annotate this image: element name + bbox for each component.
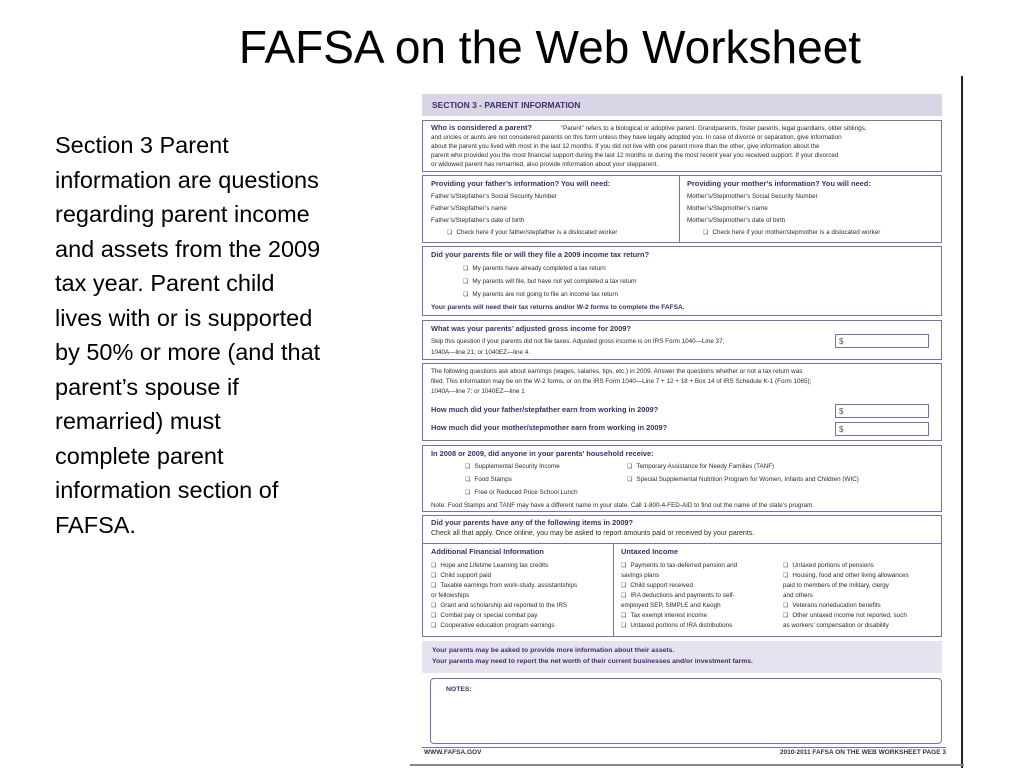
body-line: information are questions — [55, 166, 319, 193]
untaxed-item-checkbox[interactable]: ❏ Housing, food and other living allowances — [783, 571, 909, 581]
agi-title: What was your parents’ adjusted gross income for 2009? — [431, 324, 632, 333]
tax-option-checkbox[interactable]: ❏ My parents have already completed a tax return — [463, 264, 606, 274]
tax-return-title: Did your parents file or will they file a 2009 income tax return? — [431, 250, 650, 259]
father-earnings-field[interactable]: $ — [835, 404, 929, 418]
untaxed-item-continued: and others — [783, 592, 813, 599]
mother-earnings-field[interactable]: $ — [835, 422, 929, 436]
items-title: Did your parents have any of the following items in 2009? — [431, 518, 634, 527]
items-subtitle: Check all that apply. Once online, you may be asked to report amounts paid or received by your parents. — [431, 530, 755, 537]
benefits-title: In 2008 or 2009, did anyone in your parents’ household receive: — [431, 449, 654, 458]
earnings-box — [422, 363, 942, 441]
body-line: Section 3 Parent — [55, 132, 229, 158]
financial-item-checkbox[interactable]: ❏ Grant and scholarship aid reported to the IRS — [431, 601, 567, 611]
tax-option-checkbox[interactable]: ❏ My parents will file, but have not yet completed a tax return — [463, 277, 637, 287]
who-parent-title: Who is considered a parent? — [431, 123, 533, 132]
who-parent-box — [422, 120, 942, 172]
father-item: Father’s/Stepfather’s name — [431, 205, 507, 212]
untaxed-income-title: Untaxed Income — [621, 547, 679, 556]
financial-item-checkbox[interactable]: ❏ Hope and Lifetime Learning tax credits — [431, 561, 548, 571]
tax-return-note: Your parents will need their tax returns and/or W-2 forms to complete the FAFSA. — [431, 304, 685, 311]
body-line: parent’s spouse if — [55, 373, 239, 400]
body-line: by 50% or more (and that — [55, 339, 321, 365]
financial-item-checkbox[interactable]: ❏ Cooperative education program earnings — [431, 621, 555, 631]
items-box — [422, 515, 942, 637]
benefits-note: Note: Food Stamps and TANF may have a different name in your state. Call 1-800-4-FED-AID to find out the name of the state’s program. — [431, 502, 815, 509]
father-title: Providing your father’s information? You will need: — [431, 179, 611, 188]
untaxed-item-checkbox[interactable]: ❏ Payments to tax-deferred pension and — [621, 561, 737, 571]
body-line: information section of — [55, 477, 279, 503]
tax-option-checkbox[interactable]: ❏ My parents are not going to file an income tax return — [463, 290, 618, 300]
more-info-line: Your parents may need to report the net worth of their current businesses and/or investment farms. — [432, 658, 753, 665]
body-line: and assets from the 2009 — [55, 235, 321, 262]
slide-body-text — [55, 128, 385, 542]
financial-item-checkbox[interactable]: ❏ Taxable earnings from work-study, assistantships — [431, 581, 577, 591]
untaxed-item-continued: employed SEP, SIMPLE and Keogh — [621, 602, 721, 609]
benefit-checkbox[interactable]: ❏ Free or Reduced Price School Lunch — [465, 488, 578, 498]
agi-box — [422, 320, 942, 360]
untaxed-item-checkbox[interactable]: ❏ Untaxed portions of pensions — [783, 561, 874, 571]
benefit-checkbox[interactable]: ❏ Special Supplemental Nutrition Program for Women, Infants and Children (WIC) — [627, 475, 859, 485]
notes-box[interactable] — [430, 678, 942, 744]
benefit-checkbox[interactable]: ❏ Food Stamps — [465, 475, 512, 485]
mother-item: Mother’s/Stepmother’s name — [687, 205, 768, 212]
untaxed-item-checkbox[interactable]: ❏ Untaxed portions of IRA distributions — [621, 621, 732, 631]
footer-page: 2010-2011 FAFSA ON THE WEB WORKSHEET PAGE 3 — [779, 749, 946, 756]
untaxed-item-continued: as workers’ compensation or disability — [783, 622, 889, 629]
who-parent-line: “Parent” refers to a biological or adoptive parent. Grandparents, foster parents, legal guardians, older siblings, — [561, 125, 867, 132]
father-item: Father’s/Stepfather’s Social Security Number — [431, 193, 557, 200]
untaxed-item-checkbox[interactable]: ❏ Child support received — [621, 581, 693, 591]
who-parent-line: parent who provided you the most financial support during the last 12 months or during the most recent year you received support. If your divorced — [431, 152, 839, 159]
who-parent-line: and uncles or aunts are not considered parents on this form unless they have legally adopted you. In case of divorce or separation, give information — [431, 134, 842, 141]
untaxed-item-checkbox[interactable]: ❏ Other untaxed income not reported, such — [783, 611, 907, 621]
who-parent-line: about the parent you lived with most in the last 12 months. If you did not live with one parent more than the other, give information about the — [431, 143, 820, 150]
agi-line: 1040A—line 21; or 1040EZ—line 4. — [431, 349, 531, 356]
father-item: Father’s/Stepfather’s date of birth — [431, 217, 525, 224]
earnings-line: 1040A—line 7; or 1040EZ—line 1 — [431, 388, 525, 395]
untaxed-item-continued: paid to members of the military, clergy — [783, 582, 889, 589]
financial-item-checkbox[interactable]: ❏ Child support paid — [431, 571, 491, 581]
tax-return-box — [422, 246, 942, 316]
benefits-box — [422, 445, 942, 512]
footer-url: WWW.FAFSA.GOV — [424, 749, 482, 756]
more-info-line: Your parents may be asked to provide more information about their assets. — [432, 647, 675, 654]
worksheet-image — [422, 88, 946, 756]
agi-amount-field[interactable]: $ — [835, 334, 929, 348]
benefit-checkbox[interactable]: ❏ Supplemental Security Income — [465, 462, 560, 472]
body-line: regarding parent income — [55, 201, 310, 227]
father-dislocated-checkbox[interactable]: ❏ Check here if your father/stepfather is a dislocated worker — [447, 228, 617, 238]
untaxed-item-checkbox[interactable]: ❏ IRA deductions and payments to self- — [621, 591, 735, 601]
notes-label: NOTES: — [446, 686, 472, 693]
body-line: remarried) must — [55, 408, 221, 434]
mother-title: Providing your mother’s information? You will need: — [687, 179, 871, 188]
benefit-checkbox[interactable]: ❏ Temporary Assistance for Needy Families (TANF) — [627, 462, 774, 472]
body-line: tax year. Parent child — [55, 270, 275, 296]
untaxed-item-checkbox[interactable]: ❏ Veterans noneducation benefits — [783, 601, 881, 611]
untaxed-item-checkbox[interactable]: ❏ Tax exempt interest income — [621, 611, 707, 621]
mother-item: Mother’s/Stepmother’s Social Security Number — [687, 193, 818, 200]
who-parent-line: or widowed parent has remarried, also provide information about your stepparent. — [431, 161, 659, 168]
page-bottom-divider — [410, 764, 964, 766]
body-line: FAFSA. — [55, 511, 136, 538]
section-header: SECTION 3 - PARENT INFORMATION — [422, 94, 942, 116]
mother-earnings-question: How much did your mother/stepmother earn from working in 2009? — [431, 423, 668, 432]
body-line: complete parent — [55, 442, 224, 469]
parent-info-box — [422, 175, 942, 243]
financial-item-checkbox[interactable]: ❏ Combat pay or special combat pay — [431, 611, 537, 621]
earnings-line: filed. This information may be on the W-2 forms, or on the IRS Form 1040—Line 7 + 12 + 18 + Box 14 of IRS Schedule K-1 (Form 1065); — [431, 378, 812, 385]
page-edge-divider — [961, 76, 963, 768]
body-line: lives with or is supported — [55, 304, 313, 331]
father-earnings-question: How much did your father/stepfather earn from working in 2009? — [431, 405, 659, 414]
additional-financial-title: Additional Financial Information — [431, 547, 544, 556]
more-info-banner — [422, 641, 942, 673]
slide-title: FAFSA on the Web Worksheet — [238, 21, 862, 73]
untaxed-item-continued: savings plans — [621, 572, 660, 579]
mother-dislocated-checkbox[interactable]: ❏ Check here if your mother/stepmother is a dislocated worker — [703, 228, 880, 238]
mother-item: Mother’s/Stepmother’s date of birth — [687, 217, 786, 224]
agi-line: Skip this question if your parents did not file taxes. Adjusted gross income is on IRS Form 1040—Line 37; — [431, 338, 725, 345]
earnings-line: The following questions ask about earnings (wages, salaries, tips, etc.) in 2009. Answer the questions whether or not a tax return was — [431, 368, 803, 375]
financial-item-continued: or fellowships — [431, 592, 470, 599]
